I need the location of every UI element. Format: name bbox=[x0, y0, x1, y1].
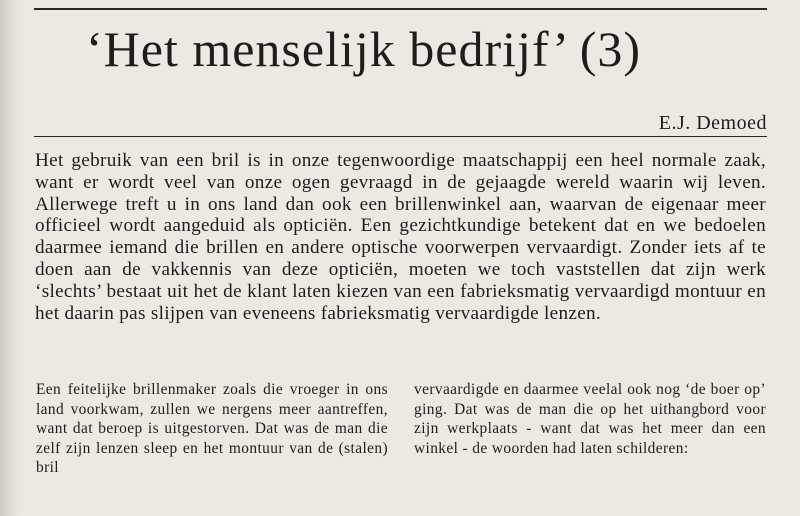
article-title: ‘Het menselijk bedrijf’ (3) bbox=[86, 21, 642, 77]
lead-paragraph: Het gebruik van een bril is in onze tegenwoordige maatschappij een heel normale zaak, want er wordt veel van onze ogen gevraagd in de gejaagde wereld waarin wij leven. Allerwege treft u in ons land dan ook een brillenwinkel aan, waarvan de eigenaar meer officieel wordt aangeduid als opticiën. Een gezichtkundige betekent dat en we bedoelen daarmee iemand die brillen en andere optische voorwerpen vervaardigt. Zonder iets af te doen aan de vakkennis van deze opticiën, moeten we toch vaststellen dat zijn werk ‘slechts’ bestaat uit het de klant laten kiezen van een fabrieksmatig vervaardigd montuur en het daarin pas slijpen van eveneens fabrieksmatig vervaardigde lenzen. bbox=[35, 150, 766, 324]
body-column-right: vervaardigde en daarmee veelal ook nog ‘de boer op’ ging. Dat was de man die op het uithangbord voor zijn werkplaats - want dat was het meer dan een winkel - de woorden had laten schilderen: bbox=[414, 381, 766, 457]
top-rule bbox=[34, 8, 767, 10]
article-author: E.J. Demoed bbox=[658, 112, 767, 134]
page-edge-shadow bbox=[0, 0, 22, 516]
title-rule bbox=[34, 136, 767, 137]
body-column-left: Een feitelijke brillenmaker zoals die vroeger in ons land voorkwam, zullen we nergens meer aantreffen, want dat beroep is uitgestorven. Dat was de man die zelf zijn lenzen sleep en het montuur van de (stalen) bril bbox=[36, 381, 388, 476]
body-columns bbox=[36, 380, 766, 500]
